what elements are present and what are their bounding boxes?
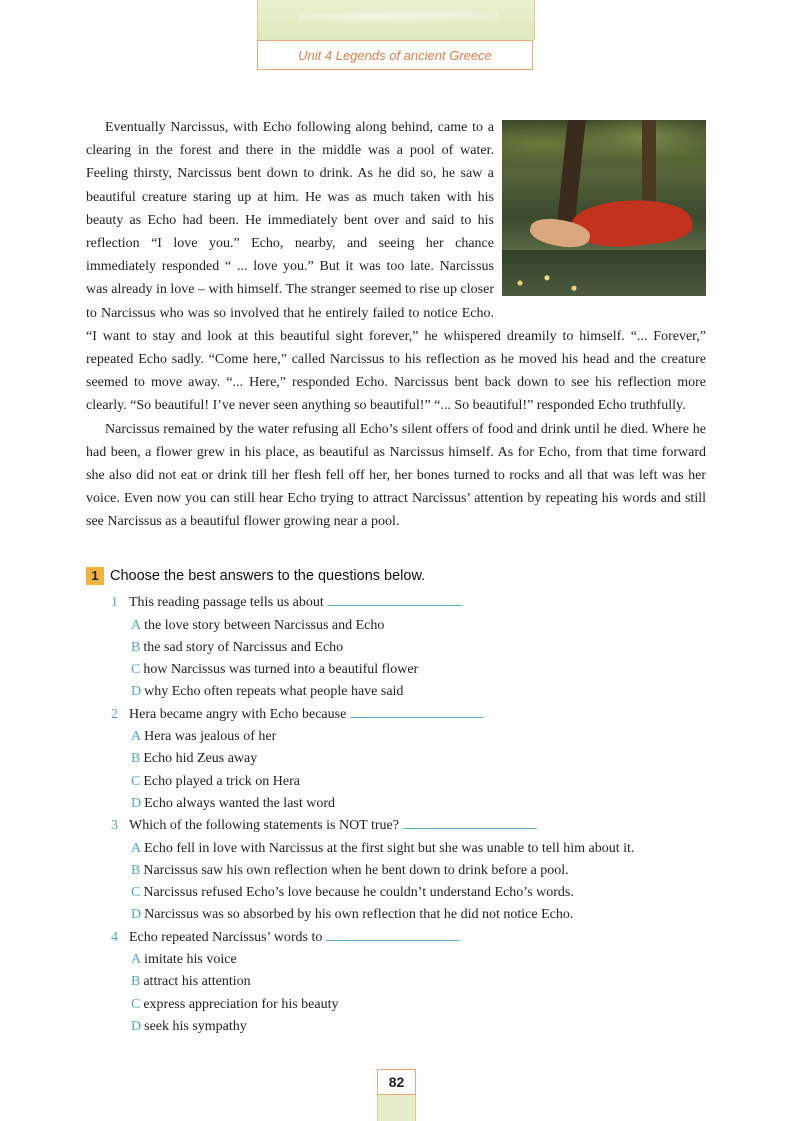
answer-option bbox=[86, 834, 706, 856]
question-text: This reading passage tells us about bbox=[129, 595, 324, 611]
question-number: 1 bbox=[111, 595, 118, 611]
answer-option bbox=[86, 901, 706, 923]
option-letter: A bbox=[131, 952, 142, 968]
option-text: why Echo often repeats what people have said bbox=[144, 684, 404, 700]
option-letter: D bbox=[131, 907, 142, 923]
option-letter: B bbox=[131, 751, 141, 767]
option-letter: B bbox=[131, 974, 141, 990]
answer-blank[interactable] bbox=[326, 939, 460, 941]
option-letter: D bbox=[131, 684, 142, 700]
answer-option bbox=[86, 1013, 706, 1035]
question-4 bbox=[86, 923, 706, 945]
option-text: attract his attention bbox=[143, 974, 251, 990]
unit-title-box bbox=[257, 40, 533, 70]
header-banner bbox=[257, 0, 535, 40]
option-text: Echo hid Zeus away bbox=[143, 751, 258, 767]
option-letter: C bbox=[131, 885, 141, 901]
option-letter: B bbox=[131, 862, 141, 878]
answer-option bbox=[86, 767, 706, 789]
option-letter: D bbox=[131, 795, 142, 811]
option-text: Echo played a trick on Hera bbox=[143, 773, 300, 789]
exercise-instruction: Choose the best answers to the questions below. bbox=[110, 568, 426, 584]
echo-and-narcissus-painting bbox=[502, 120, 706, 296]
option-text: the love story between Narcissus and Echo bbox=[144, 617, 385, 633]
option-letter: D bbox=[131, 1018, 142, 1034]
unit-title: Unit 4 Legends of ancient Greece bbox=[298, 47, 492, 63]
option-letter: C bbox=[131, 996, 141, 1012]
option-text: Hera was jealous of her bbox=[144, 729, 277, 745]
answer-option bbox=[86, 990, 706, 1012]
answer-option bbox=[86, 678, 706, 700]
option-letter: C bbox=[131, 662, 141, 678]
option-text: Narcissus saw his own reflection when he bent down to drink before a pool. bbox=[143, 862, 569, 878]
exercise-section bbox=[86, 566, 706, 1035]
answer-option bbox=[86, 946, 706, 968]
question-3 bbox=[86, 812, 706, 834]
exercise-header bbox=[86, 566, 706, 586]
exercise-number-badge: 1 bbox=[86, 567, 104, 585]
option-letter: A bbox=[131, 840, 142, 856]
option-text: the sad story of Narcissus and Echo bbox=[143, 639, 344, 655]
answer-option bbox=[86, 968, 706, 990]
question-number: 3 bbox=[111, 818, 118, 834]
option-letter: A bbox=[131, 729, 142, 745]
option-text: Echo always wanted the last word bbox=[144, 795, 336, 811]
answer-option bbox=[86, 656, 706, 678]
option-text: how Narcissus was turned into a beautiful flower bbox=[143, 662, 419, 678]
option-letter: A bbox=[131, 617, 142, 633]
option-text: Echo fell in love with Narcissus at the first sight but she was unable to tell him about it. bbox=[144, 840, 635, 856]
answer-option bbox=[86, 790, 706, 812]
answer-option bbox=[86, 745, 706, 767]
answer-option bbox=[86, 857, 706, 879]
option-letter: B bbox=[131, 639, 141, 655]
question-text: Which of the following statements is NOT true? bbox=[129, 818, 399, 834]
answer-option bbox=[86, 611, 706, 633]
passage-paragraph: Eventually Narcissus, with Echo following along behind, came to a clearing in the forest and there in the middle was a pool of water. Feeling thirsty, Narcissus bent down to drink. As he did so, he saw a beautiful creature staring up at him. He was as much taken with his beauty as Echo had been. He immediately bent over and said to his reflection “I love you.” Echo, nearby, and seeing her chance immediately responded “ ... love you.” But it was too late. Narcissus was already in love – with himself. The stranger seemed to rise up closer to Narcissus who was so involved that he entirely failed to notice Echo. “I want to stay and look at this beautiful sight forever,” he whispered dreamily to himself. “... Forever,” repeated Echo sadly. “Come here,” called Narcissus to his reflection as he moved his head and the creature seemed to move away. “... Here,” responded Echo. Narcissus bent back down to see his reflection more clearly. “So beautiful! I’ve never seen anything so beautiful!” “... So beautiful!” responded Echo truthfully. bbox=[86, 120, 706, 414]
question-1 bbox=[86, 589, 706, 611]
answer-blank[interactable] bbox=[403, 827, 537, 829]
question-text: Echo repeated Narcissus’ words to bbox=[129, 929, 323, 945]
answer-option bbox=[86, 879, 706, 901]
answer-blank[interactable] bbox=[350, 716, 484, 718]
option-text: express appreciation for his beauty bbox=[143, 996, 339, 1012]
reading-passage bbox=[86, 116, 706, 534]
option-text: seek his sympathy bbox=[144, 1018, 247, 1034]
question-number: 4 bbox=[111, 929, 118, 945]
option-text: Narcissus refused Echo’s love because he couldn’t understand Echo’s words. bbox=[143, 885, 574, 901]
page-number: 82 bbox=[377, 1069, 416, 1095]
option-letter: C bbox=[131, 773, 141, 789]
option-text: Narcissus was so absorbed by his own reflection that he did not notice Echo. bbox=[144, 907, 574, 923]
question-text: Hera became angry with Echo because bbox=[129, 706, 347, 722]
question-2 bbox=[86, 700, 706, 722]
answer-option bbox=[86, 723, 706, 745]
passage-paragraph: Narcissus remained by the water refusing all Echo’s silent offers of food and drink until he died. Where he had been, a flower grew in his place, as beautiful as Narcissus himself. As for Echo, from that time forward she also did not eat or drink till her flesh fell off her, her bones turned to rocks and all that was left was her voice. Even now you can still hear Echo trying to attract Narcissus’ attention by repeating his words and still see Narcissus as a beautiful flower growing near a pool. bbox=[86, 421, 706, 530]
question-number: 2 bbox=[111, 706, 118, 722]
question-list bbox=[86, 589, 706, 1035]
answer-blank[interactable] bbox=[328, 604, 462, 606]
option-text: imitate his voice bbox=[144, 952, 237, 968]
answer-option bbox=[86, 634, 706, 656]
